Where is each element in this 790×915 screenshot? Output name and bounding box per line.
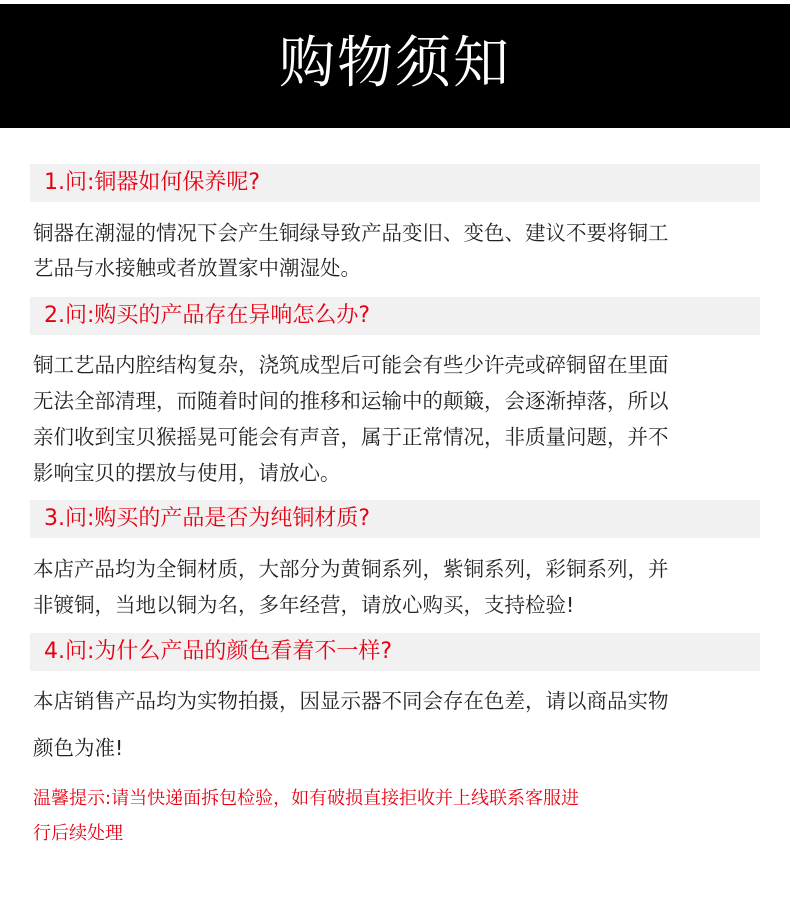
faq-question: 3.问:购买的产品是否为纯铜材质? — [44, 506, 371, 531]
faq-question: 2.问:购买的产品存在异响怎么办? — [44, 303, 371, 328]
notice-line: 行后续处理 — [33, 823, 123, 844]
faq-answer-line: 颜色为准! — [33, 736, 124, 760]
faq-answer-line: 本店产品均为全铜材质，大部分为黄铜系列，紫铜系列，彩铜系列，并 — [33, 557, 669, 581]
faq-answer-line: 铜工艺品内腔结构复杂，浇筑成型后可能会有些少许壳或碎铜留在里面 — [33, 353, 669, 377]
faq-answer-line: 影响宝贝的摆放与使用，请放心。 — [33, 461, 341, 485]
notice-line: 温馨提示:请当快递面拆包检验，如有破损直接拒收并上线联系客服进 — [33, 788, 580, 809]
faq-answer-line: 非镀铜，当地以铜为名，多年经营，请放心购买，支持检验! — [33, 593, 575, 617]
faq-answer-line: 艺品与水接触或者放置家中潮湿处。 — [33, 256, 361, 280]
faq-question: 4.问:为什么产品的颜色看着不一样? — [44, 639, 393, 664]
page-title: 购物须知 — [279, 31, 511, 96]
faq-answer-line: 本店销售产品均为实物拍摄，因显示器不同会存在色差，请以商品实物 — [33, 689, 669, 713]
faq-answer-line: 亲们收到宝贝猴摇晃可能会有声音，属于正常情况，非质量问题，并不 — [33, 425, 669, 449]
faq-answer-line: 铜器在潮湿的情况下会产生铜绿导致产品变旧、变色、建议不要将铜工 — [33, 221, 669, 245]
faq-answer-line: 无法全部清理，而随着时间的推移和运输中的颠簸，会逐渐掉落，所以 — [33, 389, 669, 413]
faq-question: 1.问:铜器如何保养呢? — [44, 170, 261, 195]
